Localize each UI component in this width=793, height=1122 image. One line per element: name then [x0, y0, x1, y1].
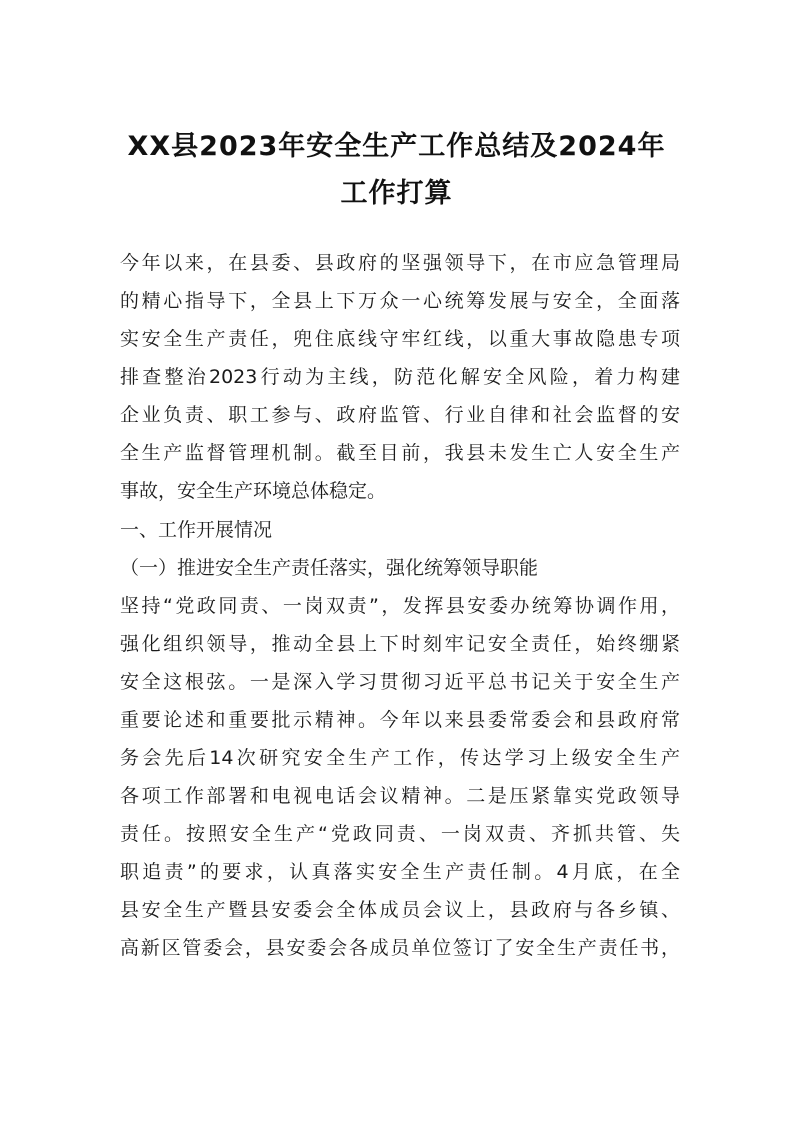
subsection-heading: （一）推进安全生产责任落实，强化统筹领导职能	[120, 557, 539, 579]
body-line: 责任。按照安全生产“党政同责、一岗双责、齐抓共管、失	[120, 823, 680, 845]
document-title-line-2: 工作打算	[340, 178, 453, 209]
body-line: 务会先后14次研究安全生产工作，传达学习上级安全生产	[120, 747, 680, 769]
intro-line: 排查整治2023行动为主线，防范化解安全风险，着力构建	[120, 366, 680, 388]
intro-line: 实安全生产责任，兜住底线守牢红线，以重大事故隐患专项	[120, 328, 680, 350]
body-line: 县安全生产暨县安委会全体成员会议上，县政府与各乡镇、	[120, 899, 680, 921]
body-line: 坚持“党政同责、一岗双责”，发挥县安委办统筹协调作用，	[120, 595, 680, 617]
intro-line: 企业负责、职工参与、政府监管、行业自律和社会监督的安	[120, 404, 680, 426]
intro-line: 的精心指导下，全县上下万众一心统筹发展与安全，全面落	[120, 290, 680, 312]
document-title-line-1: XX县2023年安全生产工作总结及2024年	[127, 131, 666, 162]
body-line: 安全这根弦。一是深入学习贯彻习近平总书记关于安全生产	[120, 671, 680, 693]
body-line: 职追责”的要求，认真落实安全生产责任制。4月底，在全	[120, 861, 680, 883]
body-line: 高新区管委会，县安委会各成员单位签订了安全生产责任书，	[120, 937, 680, 959]
section-heading: 一、工作开展情况	[120, 519, 273, 541]
intro-line: 事故，安全生产环境总体稳定。	[120, 480, 387, 502]
body-line: 各项工作部署和电视电话会议精神。二是压紧靠实党政领导	[120, 785, 680, 807]
intro-line: 全生产监督管理机制。截至目前，我县未发生亡人安全生产	[120, 442, 680, 464]
body-line: 重要论述和重要批示精神。今年以来县委常委会和县政府常	[120, 709, 680, 731]
body-line: 强化组织领导，推动全县上下时刻牢记安全责任，始终绷紧	[120, 633, 680, 655]
intro-line: 今年以来，在县委、县政府的坚强领导下，在市应急管理局	[120, 252, 680, 274]
